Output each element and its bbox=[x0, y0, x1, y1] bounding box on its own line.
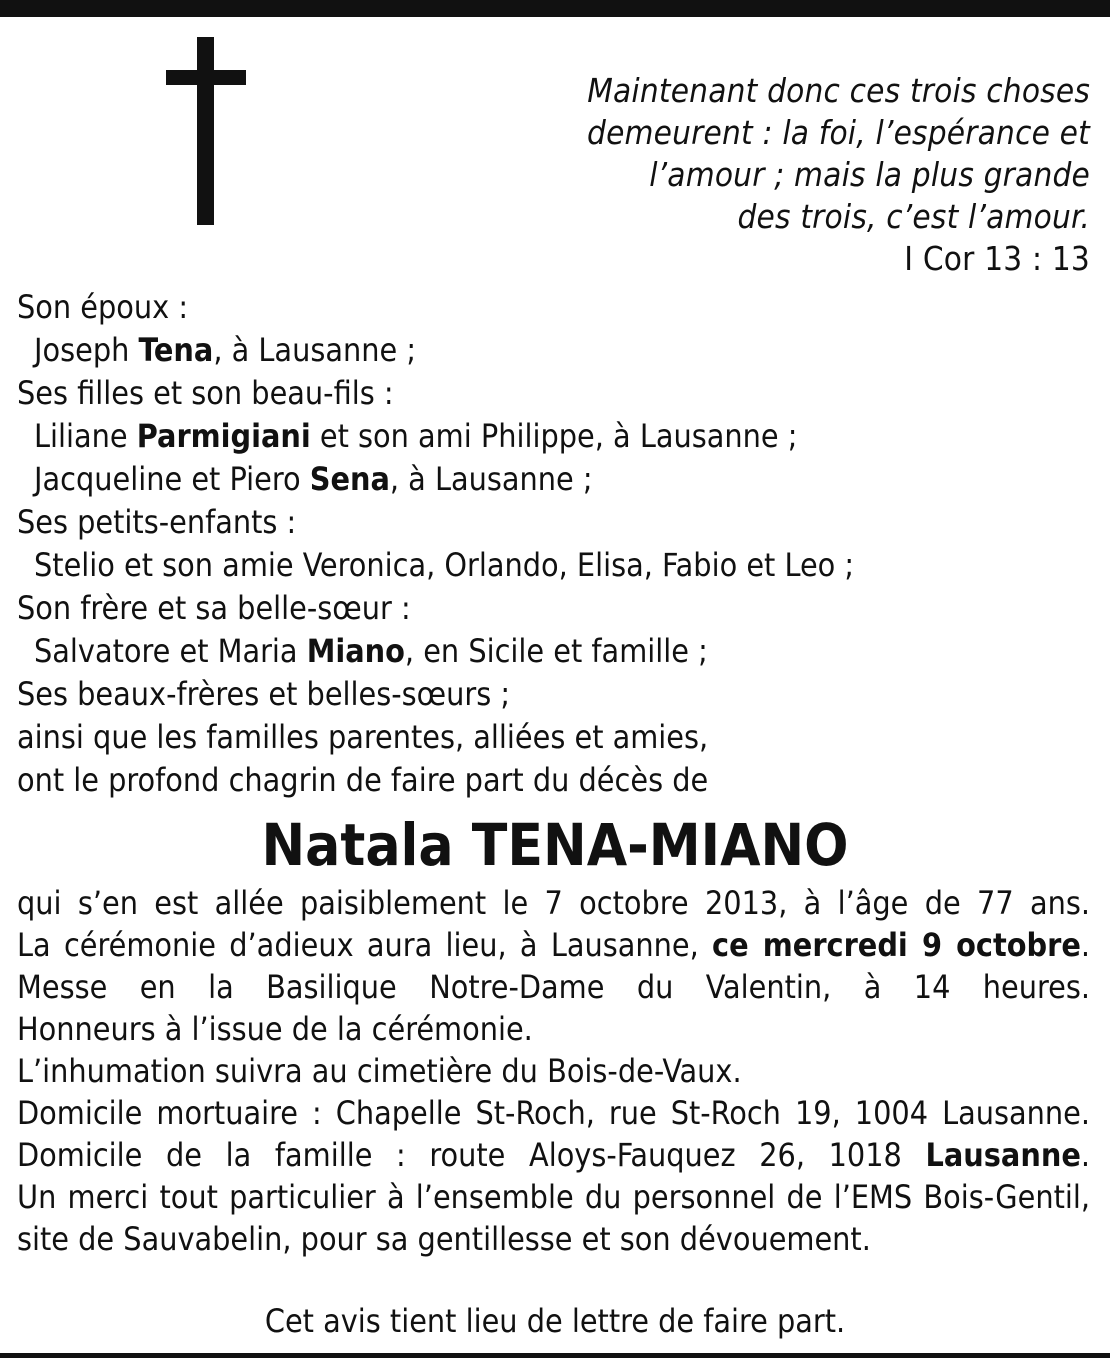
brother-entry: Salvatore et Maria Miano, en Sicile et famille ; bbox=[34, 632, 708, 670]
announcement-line: ont le profond chagrin de faire part du décès de bbox=[17, 761, 709, 799]
relatives-line: ainsi que les familles parentes, alliées et amies, bbox=[17, 718, 709, 756]
bottom-border-rule bbox=[0, 1353, 1110, 1358]
daughter-entry: Jacqueline et Piero Sena, à Lausanne ; bbox=[34, 460, 593, 498]
mortuary-line: Domicile mortuaire : Chapelle St-Roch, rue St-Roch 19, 1004 Lausanne. bbox=[17, 1094, 1090, 1132]
grandchildren-entry: Stelio et son amie Veronica, Orlando, Elisa, Fabio et Leo ; bbox=[34, 546, 855, 584]
grandchildren-heading: Ses petits-enfants : bbox=[17, 503, 297, 541]
daughter-entry: Liliane Parmigiani et son ami Philippe, à Lausanne ; bbox=[34, 417, 798, 455]
surname: Tena bbox=[138, 331, 214, 369]
ceremony-date: ce mercredi 9 octobre bbox=[712, 926, 1081, 964]
surname: Sena bbox=[309, 460, 390, 498]
family-home-line: Domicile de la famille : route Aloys-Fauquez 26, 1018 Lausanne. bbox=[17, 1136, 1091, 1174]
ceremony-line: La cérémonie d’adieux aura lieu, à Lausanne, ce mercredi 9 octobre. bbox=[17, 926, 1090, 964]
top-border-rule bbox=[0, 0, 1110, 17]
spouse-heading: Son époux : bbox=[17, 288, 189, 326]
quote-reference: I Cor 13 : 13 bbox=[904, 239, 1090, 278]
quote-line: l’amour ; mais la plus grande bbox=[649, 155, 1090, 194]
mass-line: Messe en la Basilique Notre-Dame du Valentin, à 14 heures. bbox=[17, 968, 1090, 1006]
quote-line: Maintenant donc ces trois choses bbox=[587, 71, 1090, 110]
cross-icon bbox=[166, 37, 246, 225]
quote-line: des trois, c’est l’amour. bbox=[737, 197, 1090, 236]
burial-line: L’inhumation suivra au cimetière du Bois-de-Vaux. bbox=[17, 1052, 742, 1090]
closing-note: Cet avis tient lieu de lettre de faire part. bbox=[264, 1302, 846, 1340]
daughters-heading: Ses filles et son beau-fils : bbox=[17, 374, 394, 412]
thanks-line: site de Sauvabelin, pour sa gentillesse et son dévouement. bbox=[17, 1220, 871, 1258]
brother-heading: Son frère et sa belle-sœur : bbox=[17, 589, 411, 627]
funeral-details bbox=[17, 882, 1090, 1260]
family-list bbox=[17, 286, 1097, 802]
quote-line: demeurent : la foi, l’espérance et bbox=[587, 113, 1090, 152]
bible-quote bbox=[530, 70, 1090, 280]
in-laws-line: Ses beaux-frères et belles-sœurs ; bbox=[17, 675, 511, 713]
spouse-entry: Joseph Tena, à Lausanne ; bbox=[34, 331, 417, 369]
passed-line: qui s’en est allée paisiblement le 7 octobre 2013, à l’âge de 77 ans. bbox=[17, 884, 1090, 922]
surname: Parmigiani bbox=[136, 417, 311, 455]
thanks-line: Un merci tout particulier à l’ensemble du personnel de l’EMS Bois-Gentil, bbox=[17, 1178, 1090, 1216]
family-home-city: Lausanne bbox=[925, 1136, 1081, 1174]
surname: Miano bbox=[306, 632, 405, 670]
honours-line: Honneurs à l’issue de la cérémonie. bbox=[17, 1010, 533, 1048]
deceased-name: Natala TENA-MIANO bbox=[261, 811, 849, 879]
